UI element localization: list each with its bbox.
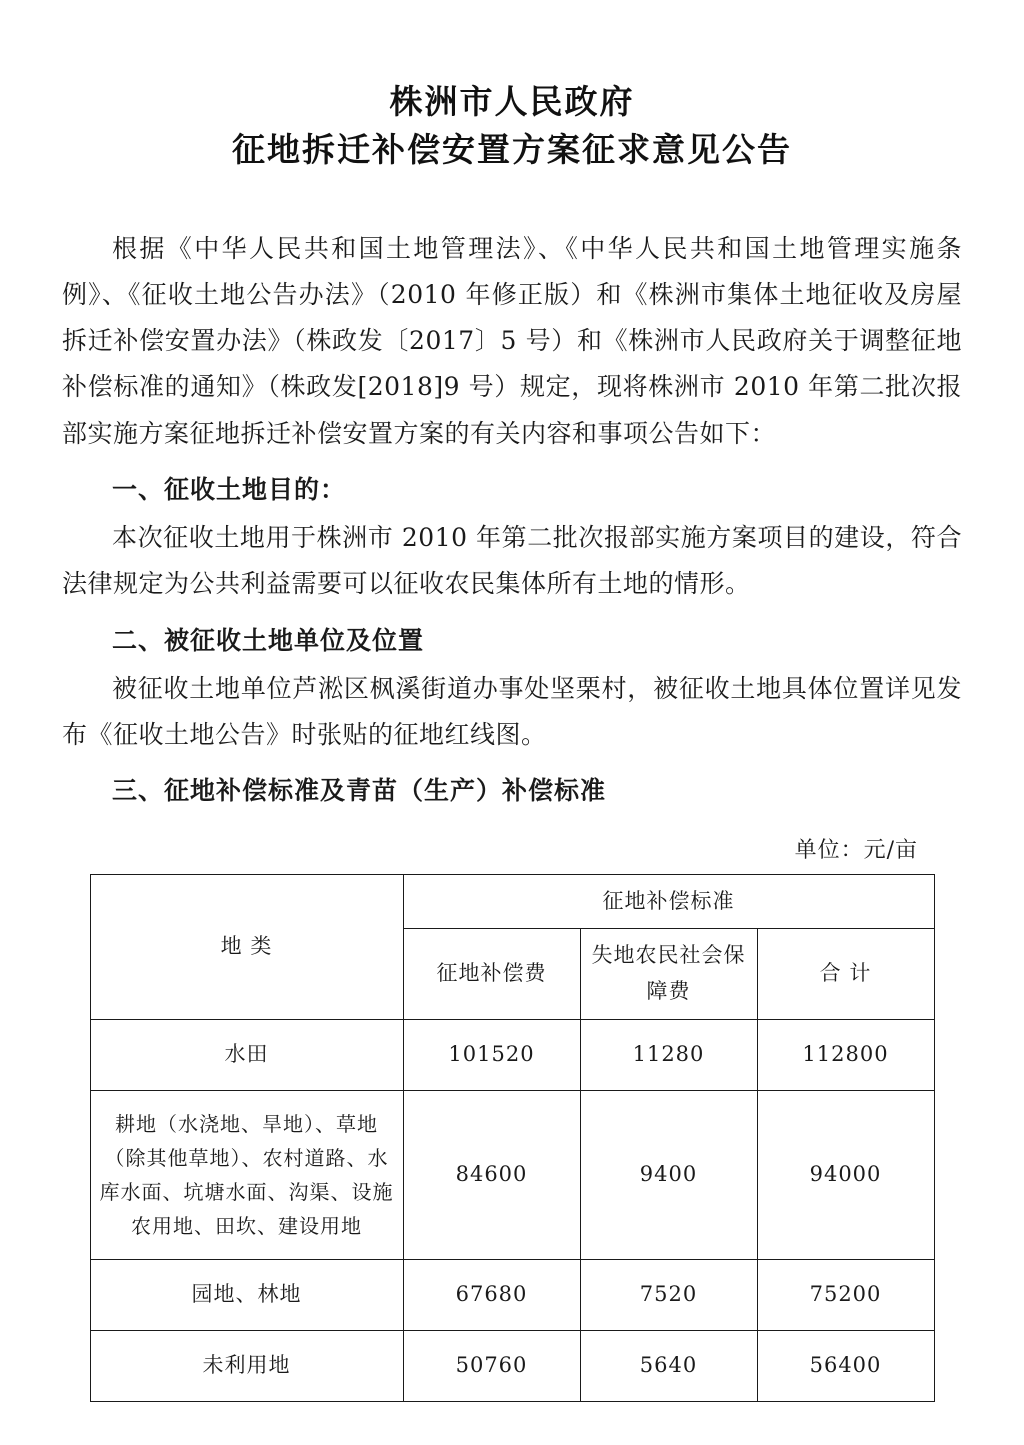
header-land-type: 地 类 — [90, 874, 403, 1019]
header-compensation-group: 征地补偿标准 — [403, 874, 934, 929]
section-3-heading: 三、征地补偿标准及青苗（生产）补偿标准 — [112, 776, 607, 806]
document-body — [62, 226, 962, 815]
section-1-paragraph: 本次征收土地用于株洲市 2010 年第二批次报部实施方案项目的建设，符合法律规定为公共利益需要可以征收农民集体所有土地的情形。 — [62, 523, 962, 599]
cell-land-type: 园地、林地 — [90, 1259, 403, 1330]
cell-total: 75200 — [757, 1259, 934, 1330]
unit-note: 单位：元/亩 — [794, 837, 918, 863]
section-2-heading: 二、被征收土地单位及位置 — [112, 625, 425, 655]
cell-land-type: 未利用地 — [90, 1330, 403, 1401]
table-row — [90, 1019, 934, 1090]
header-total: 合 计 — [757, 929, 934, 1019]
title-line-1: 株洲市人民政府 — [389, 82, 635, 121]
cell-social-fee: 11280 — [580, 1019, 757, 1090]
section-1-heading: 一、征收土地目的： — [112, 474, 347, 504]
compensation-table — [90, 874, 935, 1402]
cell-land-type: 水田 — [90, 1019, 403, 1090]
cell-total: 112800 — [757, 1019, 934, 1090]
cell-total: 56400 — [757, 1330, 934, 1401]
cell-social-fee: 5640 — [580, 1330, 757, 1401]
table-row — [90, 1330, 934, 1401]
intro-paragraph: 根据《中华人民共和国土地管理法》、《中华人民共和国土地管理实施条例》、《征收土地公告办法》（2010 年修正版）和《株洲市集体土地征收及房屋拆迁补偿安置办法》（株政发〔2017〕5 号）和《株洲市人民政府关于调整征地补偿标准的通知》（株政发[2018]9 号）规定，现将株洲市 2010 年第二批次报部实施方案征地拆迁补偿安置方案的有关内容和事项公告如下： — [62, 233, 962, 448]
section-2-paragraph: 被征收土地单位芦淞区枫溪街道办事处坚栗村，被征收土地具体位置详见发布《征收土地公告》时张贴的征地红线图。 — [62, 673, 962, 750]
cell-land-fee: 84600 — [403, 1090, 580, 1259]
header-social-fee: 失地农民社会保障费 — [580, 929, 757, 1019]
cell-land-fee: 50760 — [403, 1330, 580, 1401]
table-row — [90, 1090, 934, 1259]
cell-social-fee: 7520 — [580, 1259, 757, 1330]
cell-total: 94000 — [757, 1090, 934, 1259]
title-line-2: 征地拆迁补偿安置方案征求意见公告 — [232, 129, 792, 169]
header-land-fee: 征地补偿费 — [403, 929, 580, 1019]
table-row — [90, 1259, 934, 1330]
cell-land-fee: 101520 — [403, 1019, 580, 1090]
cell-social-fee: 9400 — [580, 1090, 757, 1259]
cell-land-fee: 67680 — [403, 1259, 580, 1330]
cell-land-type: 耕地（水浇地、旱地）、草地（除其他草地）、农村道路、水库水面、坑塘水面、沟渠、设施农用地、田坎、建设用地 — [90, 1090, 403, 1259]
table-header-row-1 — [90, 874, 934, 929]
page-title — [62, 78, 962, 174]
